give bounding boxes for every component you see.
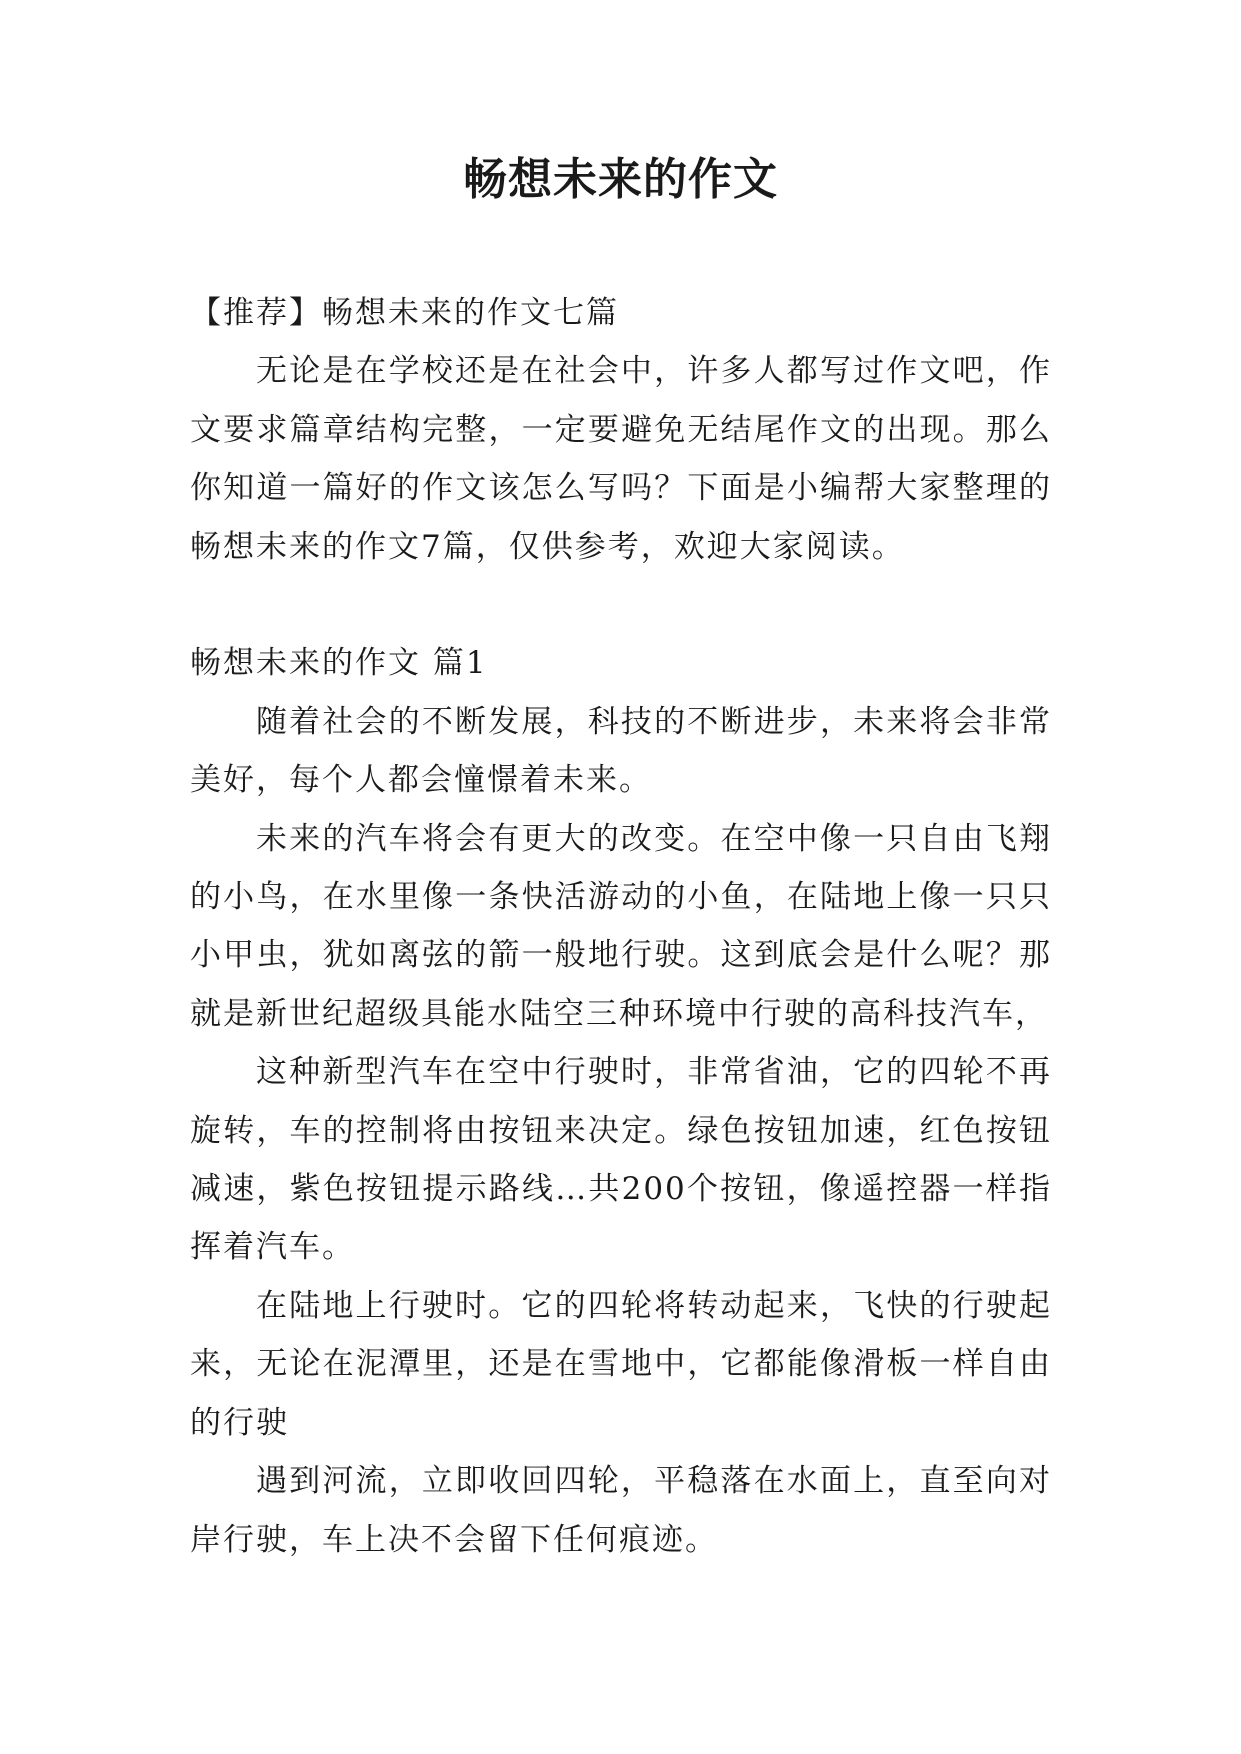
section-spacer: [190, 576, 1052, 634]
body-paragraph: 遇到河流，立即收回四轮，平稳落在水面上，直至向对岸行驶，车上决不会留下任何痕迹。: [190, 1463, 1052, 1558]
section-heading: 畅想未来的作文 篇1: [190, 645, 488, 682]
recommend-line: 【推荐】畅想未来的作文七篇: [190, 295, 619, 331]
document-body: [190, 284, 1052, 1569]
body-paragraph: 在陆地上行驶时。它的四轮将转动起来，飞快的行驶起来，无论在泥潭里，还是在雪地中，它都能像滑板一样自由的行驶: [190, 1287, 1052, 1441]
body-paragraph: 未来的汽车将会有更大的改变。在空中像一只自由飞翔的小鸟，在水里像一条快活游动的小鱼，在陆地上像一只只小甲虫，犹如离弦的箭一般地行驶。这到底会是什么呢？那就是新世纪超级具能水陆空三种环境中行驶的高科技汽车，: [190, 820, 1052, 1032]
body-paragraph: 这种新型汽车在空中行驶时，非常省油，它的四轮不再旋转，车的控制将由按钮来决定。绿色按钮加速，红色按钮减速，紫色按钮提示路线…共200个按钮，像遥控器一样指挥着汽车。: [190, 1054, 1052, 1266]
document-title: 畅想未来的作文: [463, 154, 778, 205]
intro-paragraph: 无论是在学校还是在社会中，许多人都写过作文吧，作文要求篇章结构完整，一定要避免无结尾作文的出现。那么你知道一篇好的作文该怎么写吗？下面是小编帮大家整理的畅想未来的作文7篇，仅供参考，欢迎大家阅读。: [190, 353, 1052, 565]
body-paragraph: 随着社会的不断发展，科技的不断进步，未来将会非常美好，每个人都会憧憬着未来。: [190, 703, 1052, 799]
